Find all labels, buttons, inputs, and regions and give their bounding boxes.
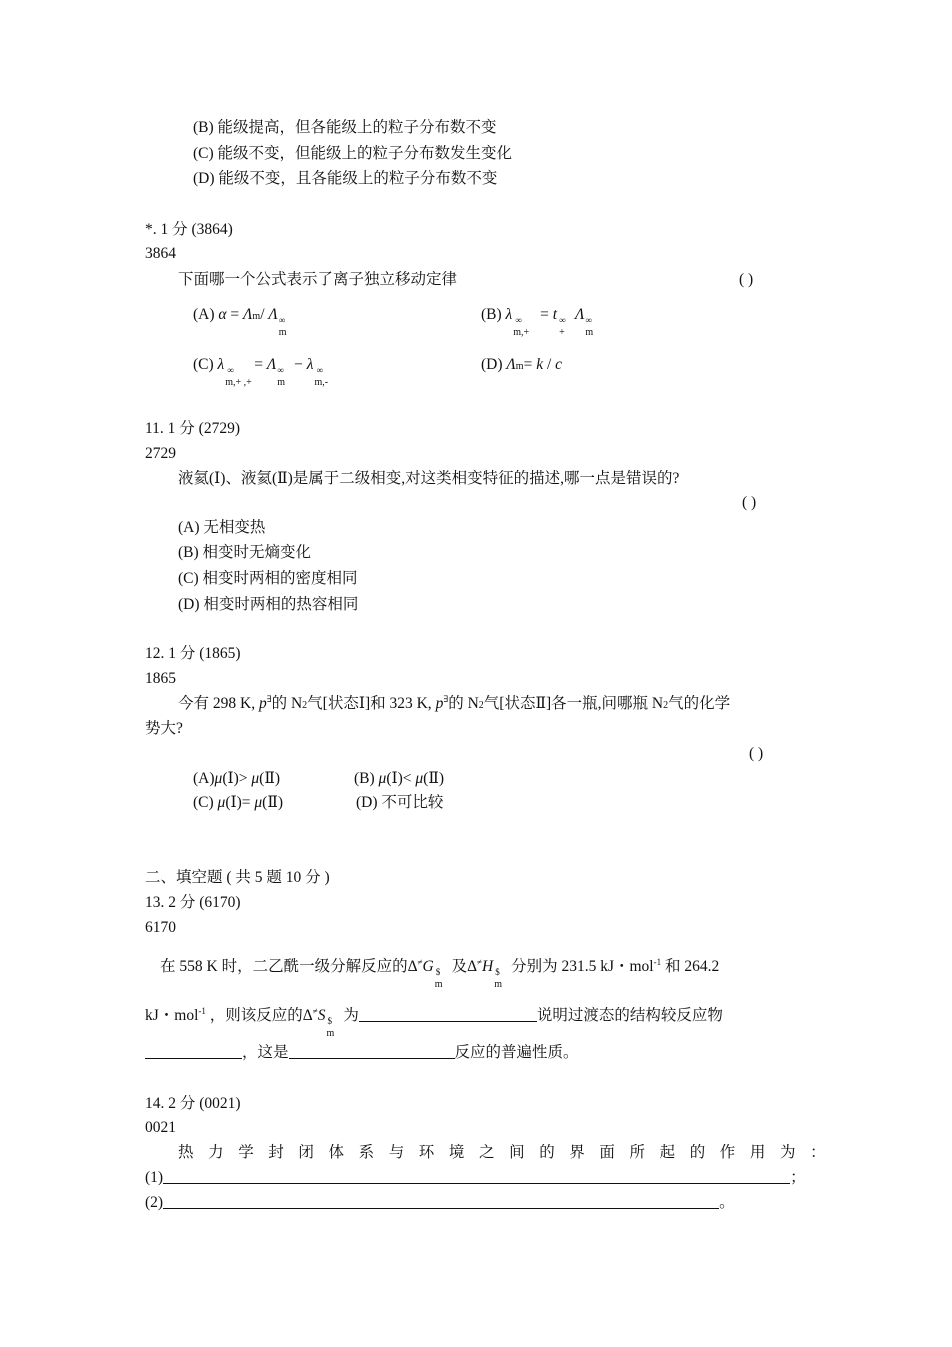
q11-option-b: (B) 相变时无熵变化 [178,544,312,561]
section2-title: 二、填空题 ( 共 5 题 10 分 ) [145,869,330,886]
q11-option-a: (A) 无相变热 [178,519,266,536]
q14-item1-label: (1) [145,1169,164,1186]
q12-header: 12. 1 分 (1865) [145,645,241,662]
q14-item2-label: (2) [145,1194,164,1211]
q11-option-d: (D) 相变时两相的热容相同 [178,596,359,613]
q12-answer-paren: ( ) [749,745,764,762]
q13-line2: kJ・mol$^{-1}$ ，则该反应的Δ≠S $ m 为 说明过渡态的结构较反应物 [145,1005,723,1039]
q-star-option-a: (A) α = Λm/ Λ ∞ m [193,306,287,338]
q12-option-c: (C) μ(Ⅰ)= μ(Ⅱ) [193,794,284,811]
q13-blank-3[interactable] [289,1043,455,1059]
q13-line3 [145,1043,579,1063]
q13-line3-mid: ，这是 [242,1044,289,1061]
q14-code: 0021 [145,1119,176,1136]
q13-blank-1[interactable] [359,1006,537,1022]
q-star-option-b: (B) λ ∞ m,+ = t ∞ + Λ ∞ m [481,306,594,338]
q14-blank-2[interactable] [163,1193,719,1209]
q-star-answer-paren: ( ) [739,271,754,288]
q12-option-b: (B) μ(Ⅰ)< μ(Ⅱ) [354,770,445,787]
q-star-header: *. 1 分 (3864) [145,221,233,238]
q13-line2-tail: 说明过渡态的结构较反应物 [536,1007,723,1024]
q10-option-d: (D) 能级不变，且各能级上的粒子分布数不变 [193,170,498,187]
q11-option-c: (C) 相变时两相的密度相同 [178,570,358,587]
q14-stem: 热力学封闭体系与环境之间的界面所起的作用为： [178,1144,841,1161]
q12-option-d: (D) 不可比较 [356,794,444,811]
q10-option-b: (B) 能级提高，但各能级上的粒子分布数不变 [193,119,497,136]
q11-stem: 液氦(Ⅰ)、液氦(Ⅱ)是属于二级相变,对这类相变特征的描述,哪一点是错误的? [178,470,680,487]
q12-code: 1865 [145,670,176,687]
q11-answer-paren: ( ) [742,494,757,511]
q13-line3-tail: 反应的普遍性质。 [454,1044,579,1061]
q11-code: 2729 [145,445,176,462]
q14-item1-end: ； [790,1169,806,1186]
q14-header: 14. 2 分 (0021) [145,1095,241,1112]
q14-item2-end: 。 [719,1194,735,1211]
q11-header: 11. 1 分 (2729) [145,420,240,437]
q-star-option-d: (D) Λm= k / c [481,356,563,373]
q10-option-c: (C) 能级不变，但能级上的粒子分布数发生变化 [193,145,513,162]
q13-code: 6170 [145,919,176,936]
q13-blank-2[interactable] [145,1043,242,1059]
q14-blank-1[interactable] [163,1168,790,1184]
q-star-code: 3864 [145,245,176,262]
q12-stem-line1: 今有 298 K, p∃的 N2气[状态Ⅰ]和 323 K, p∃的 N2气[状态Ⅱ]各一瓶,问哪瓶 N2气的化学 [178,693,731,712]
q-star-stem: 下面哪一个公式表示了离子独立移动定律 [178,271,458,288]
q13-line1: 在 558 K 时，二乙酰一级分解反应的Δ≠G $ m 及Δ≠H $ m 分别为 231.5 kJ・mol$^{-1}$ 和 264.2 [160,956,720,990]
q13-header: 13. 2 分 (6170) [145,894,241,911]
q14-item-2 [145,1193,735,1213]
q12-option-a: (A)μ(Ⅰ)> μ(Ⅱ) [193,770,281,787]
q12-stem-line2: 势大? [145,720,183,737]
q14-item-1 [145,1168,806,1188]
q-star-option-c: (C) λ ∞ m,+ ,+ = Λ ∞ m − λ ∞ m,- [193,356,329,388]
